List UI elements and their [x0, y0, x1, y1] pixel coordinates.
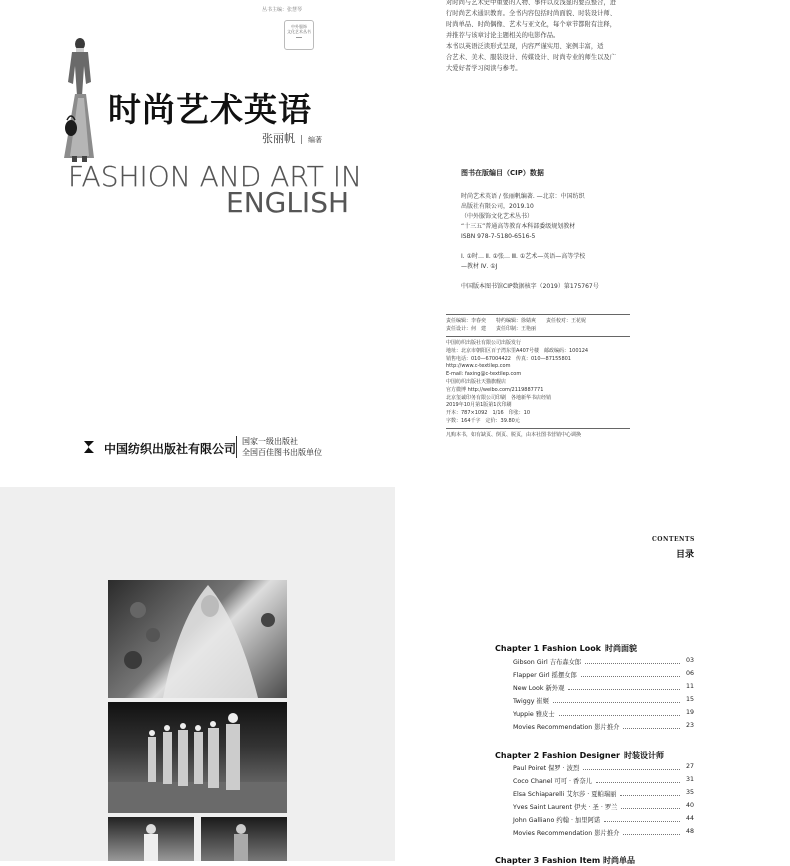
series-badge: [284, 20, 314, 50]
series-editor: 丛书主编：张慧琴: [262, 7, 303, 13]
author-line: [262, 130, 322, 146]
toc-leader: [585, 657, 680, 664]
toc-entry-page: 40: [685, 802, 694, 809]
toc-entry-title: Elsa Schiaparelli 艾尔莎 · 夏帕瑞丽: [513, 791, 617, 798]
toc-entry-page: 35: [685, 789, 694, 796]
cip-line: “十三五”普通高等教育本科部委级规划教材: [461, 223, 576, 230]
toc-entry[interactable]: [513, 802, 694, 815]
publisher-info-line: 销售电话：010—67004422 传真：010—87155801: [446, 355, 571, 362]
toc-leader: [581, 670, 680, 677]
chapter-label: Chapter 2 Fashion Designer: [495, 751, 620, 760]
chapter-entries: [513, 657, 694, 735]
publisher-info-line: http://www.c-textilep.com: [446, 363, 511, 370]
intro-line: 行时尚艺术通识教育。全书内容包括时尚面貌、时装设计师、: [446, 10, 617, 17]
toc-leader: [568, 683, 680, 690]
publisher-info-line: 开本：787×1092 1/16 印张：10: [446, 410, 531, 417]
intro-line: 大爱好者学习阅读与参考。: [446, 65, 522, 72]
publisher-info-line: 中国纺织出版社有限公司出版发行: [446, 340, 522, 346]
publisher-info-line: 字数：164千字 定价：39.80元: [446, 417, 520, 424]
toc-leader: [623, 828, 680, 835]
author-name: 张丽帆: [262, 132, 295, 145]
publisher-info-line: 北京玺诚印务有限公司印刷 各地新华书店经销: [446, 394, 552, 401]
photo-page: [0, 487, 395, 861]
publisher-note: 国家一级出版社: [242, 437, 298, 446]
chapter-heading-partial[interactable]: Chapter 3 Fashion Item 时尚单品: [495, 856, 635, 865]
toc-entry-page: 03: [685, 657, 694, 664]
series-badge-line: 文化艺术丛书: [287, 29, 311, 34]
toc-entry[interactable]: [513, 683, 694, 696]
divider: [446, 314, 630, 315]
toc-entry-title: New Look 新外观: [513, 685, 565, 692]
fashion-model-illustration: [58, 36, 104, 164]
bride-veil-icon: [108, 580, 287, 698]
toc-entry-title: Paul Poiret 保罗 · 波烈: [513, 765, 580, 772]
intro-line: 本书以英语泛读形式呈现，内容严谨实用、案例丰富，适: [446, 43, 604, 50]
model-figure-icon: [201, 817, 287, 861]
intro-line: 并推荐与该章讨论主题相关的电影作品。: [446, 32, 560, 39]
chapter-label-cn: 时装设计师: [623, 750, 664, 760]
toc-entry[interactable]: [513, 776, 694, 789]
toc-leader: [623, 722, 680, 729]
toc-entry-title: Movies Recommendation 影片推介: [513, 830, 620, 837]
toc-entry-page: 06: [685, 670, 694, 677]
toc-leader: [553, 696, 680, 703]
toc-entry-page: 44: [685, 815, 694, 822]
book-title-en-line1: FASHION AND ART IN: [68, 160, 362, 193]
book-introduction: [446, 0, 636, 74]
staff-credits: [446, 318, 586, 334]
divider: [446, 428, 630, 429]
toc-entry-page: 11: [685, 683, 694, 690]
book-title-cn: 时尚艺术英语: [108, 90, 312, 129]
toc-entry-title: Yuppie 雅皮士: [513, 711, 555, 718]
toc-entry-page: 48: [685, 828, 694, 835]
runway-photo-small-right: [201, 817, 287, 861]
runway-models-icon: [108, 702, 287, 813]
staff-line: 责任编辑：李春奕 特约编辑：徐婧爽 责任校对：王花妮: [446, 318, 587, 324]
toc-entry-title: Gibson Girl 吉布森女郎: [513, 659, 582, 666]
runway-bride-photo: [108, 580, 287, 698]
toc-entry-title: Twiggy 崔姬: [513, 698, 550, 705]
return-policy-text: 凡购本书，如有缺页、倒页、脱页，由本社图书营销中心调换: [446, 432, 582, 438]
chapter-heading[interactable]: [495, 643, 637, 654]
contents-heading-cn: 目录: [676, 550, 695, 560]
publisher-name: 中国纺织出版社有限公司: [104, 442, 237, 456]
toc-entry[interactable]: [513, 828, 694, 841]
publisher-note: 全国百佳图书出版单位: [242, 448, 322, 457]
publisher-info-line: 2019年10月第1版第1次印刷: [446, 402, 512, 409]
toc-entry-page: 31: [685, 776, 694, 783]
toc-entry-title: Flapper Girl 摇摆女郎: [513, 672, 577, 679]
chapter-entries: [513, 763, 694, 841]
divider: [446, 336, 630, 337]
cip-line: ISBN 978-7-5180-6516-5: [461, 233, 536, 240]
author-role: 编著: [308, 136, 322, 144]
contents-heading-en: CONTENTS: [652, 536, 695, 543]
toc-entry-page: 15: [685, 696, 694, 703]
chapter-label-cn: 时尚面貌: [605, 643, 638, 653]
runway-photo-small-left: [108, 817, 194, 861]
toc-entry-page: 23: [685, 722, 694, 729]
chapter-label: Chapter 1 Fashion Look: [495, 644, 602, 653]
toc-leader: [559, 709, 680, 716]
cip-line: Ⅰ. ①时… Ⅱ. ①张… Ⅲ. ①艺术—英语—高等学校: [461, 253, 586, 260]
chapter-heading[interactable]: [495, 750, 664, 761]
toc-leader: [621, 802, 680, 809]
toc-entry-title: Yves Saint Laurent 伊夫 · 圣 · 罗兰: [513, 804, 618, 811]
toc-leader: [596, 776, 680, 783]
toc-entry-title: Movies Recommendation 影片推介: [513, 724, 620, 731]
series-badge-line: 中外服饰: [291, 24, 307, 29]
model-figure-icon: [108, 817, 194, 861]
cip-line: （中外服饰文化艺术丛书）: [461, 213, 534, 220]
publisher-info-line: E-mail: faxing@c-textilep.com: [446, 371, 522, 378]
toc-entry-title: Coco Chanel 可可 · 香奈儿: [513, 778, 592, 785]
book-cover: [0, 0, 395, 484]
toc-entry-title: John Galliano 约翰 · 加里阿诺: [513, 817, 601, 824]
intro-line: 时尚单品、时尚偶像、艺术与亚文化，每个章节都附有注释，: [446, 21, 617, 28]
intro-line: 合艺术、美术、服装设计、传媒设计、时尚专业的师生以及广: [446, 54, 617, 61]
cip-line: 时尚艺术英语 / 张丽帆编著. —北京：中国纺织: [461, 193, 585, 200]
toc-entry[interactable]: [513, 657, 694, 670]
toc-entry[interactable]: [513, 670, 694, 683]
toc-entry-page: 27: [685, 763, 694, 770]
book-title-en-line2: ENGLISH: [226, 186, 350, 219]
toc-entry[interactable]: [513, 696, 694, 709]
intro-line: 对时尚与艺术史中重要的人物、事件以及浅显的要点整合，进: [446, 0, 617, 6]
toc-entry[interactable]: [513, 722, 694, 735]
toc-entry[interactable]: [513, 815, 694, 828]
publisher-info-line: 中国纺织出版社天猫旗舰店: [446, 378, 507, 385]
staff-line: 责任设计：何 建 责任印制：王艳丽: [446, 325, 537, 332]
cip-line: 出版社有限公司，2019.10: [461, 203, 534, 210]
toc-entry[interactable]: [513, 709, 694, 722]
cip-line: [461, 242, 641, 252]
toc-entry-page: 19: [685, 709, 694, 716]
cip-line: —教材 Ⅳ. ①J: [461, 263, 498, 270]
publisher-info-line: 地址：北京市朝阳区百子湾东里A407号楼 邮政编码：100124: [446, 347, 589, 354]
publisher-info-line: 官方微博 http://weibo.com/2119887771: [446, 386, 544, 393]
cip-line: [461, 272, 641, 282]
toc-entry[interactable]: [513, 763, 694, 776]
cip-heading: 图书在版编目（CIP）数据: [461, 169, 544, 177]
publisher-divider: [236, 436, 237, 458]
toc-leader: [583, 763, 680, 770]
toc-leader: [604, 815, 680, 822]
toc-entry[interactable]: [513, 789, 694, 802]
cip-data: [461, 192, 641, 292]
publisher-logo-icon: [82, 440, 96, 454]
return-policy: [446, 432, 581, 440]
runway-finale-photo: [108, 702, 287, 813]
publisher-info: [446, 340, 588, 426]
toc-leader: [620, 789, 680, 796]
cip-line: 中国版本图书馆CIP数据核字（2019）第175767号: [461, 283, 599, 290]
